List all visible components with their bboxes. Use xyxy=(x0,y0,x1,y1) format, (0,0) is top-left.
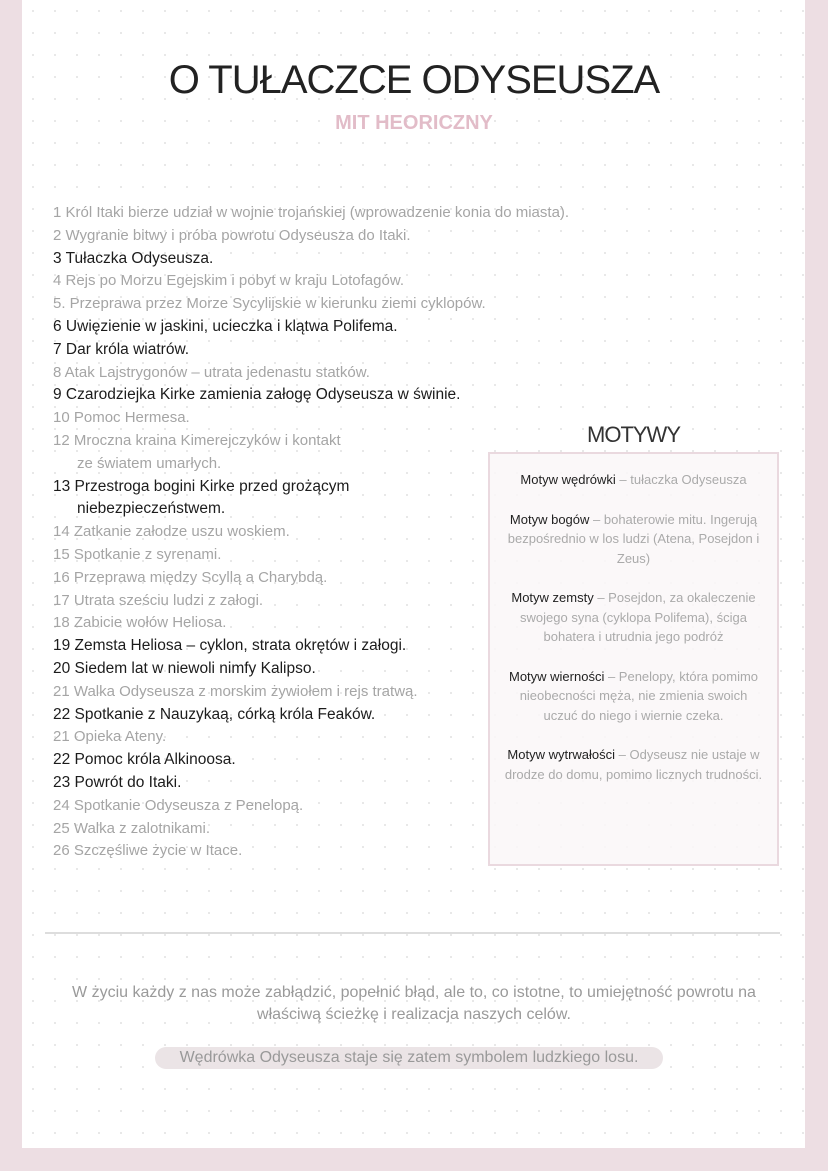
event-item xyxy=(53,362,653,385)
event-text: 2 Wygranie bitwy i próba powrotu Odyseusza do Itaki. xyxy=(53,226,411,244)
event-text: 15 Spotkanie z syrenami. xyxy=(53,545,222,563)
event-text: 24 Spotkanie Odyseusza z Penelopą. xyxy=(53,796,304,814)
page-title: O TUŁACZCE ODYSEUSZA xyxy=(168,58,660,102)
event-text: 9 Czarodziejka Kirke zamienia załogę Odyseusza w świnie. xyxy=(53,386,461,404)
motive-description: – tułaczka Odyseusza xyxy=(615,472,747,487)
motive-description: – bohaterowie mitu. Ingerują bezpośrednio w los ludzi (Atena, Posejdon i Zeus) xyxy=(507,511,760,566)
motive-item xyxy=(502,470,765,490)
motive-item xyxy=(502,588,765,647)
motive-name: Motyw wędrówki xyxy=(520,472,616,487)
event-item xyxy=(53,316,653,339)
event-text: 3 Tułaczka Odyseusza. xyxy=(53,249,214,267)
page-subtitle: MIT HEORICZNY xyxy=(335,112,493,134)
event-item xyxy=(53,384,653,407)
motive-description: – Posejdon, za okaleczenie swojego syna (cyklopa Polifema), ściga bohatera i utrudnia jego podróż xyxy=(520,590,756,644)
event-text: 20 Siedem lat w niewoli nimfy Kalipso. xyxy=(53,659,316,677)
event-text: 21 Opieka Ateny. xyxy=(53,728,167,746)
footer-highlight: Wędrówka Odyseusza staje się zatem symbolem ludzkiego losu. xyxy=(155,1047,663,1069)
event-text: 19 Zemsta Heliosa – cyklon, strata okrętów i załogi. xyxy=(53,637,407,655)
event-text: 4 Rejs po Morzu Egejskim i pobyt w kraju Lotofagów. xyxy=(53,272,404,290)
motive-item xyxy=(502,745,765,784)
event-text: 5. Przeprawa przez Morze Sycylijskie w kierunku ziemi cyklopów. xyxy=(53,295,486,313)
event-text: 6 Uwięzienie w jaskini, ucieczka i klątwa Polifema. xyxy=(53,317,398,335)
event-text: 22 Pomoc króla Alkinoosa. xyxy=(53,751,236,769)
motive-name: Motyw wierności xyxy=(508,668,605,684)
motive-name: Motyw bogów xyxy=(509,511,590,527)
motive-item xyxy=(502,510,765,569)
event-item xyxy=(53,270,653,293)
event-text: 12 Mroczna kraina Kimerejczyków i kontakt xyxy=(53,431,341,449)
event-item xyxy=(53,202,653,225)
event-item xyxy=(53,339,653,362)
divider xyxy=(45,932,780,934)
event-text: 7 Dar króla wiatrów. xyxy=(53,340,190,358)
event-item xyxy=(53,225,653,248)
event-item xyxy=(53,248,653,271)
motive-description: – Odyseusz nie ustaje w drodze do domu, pomimo licznych trudności. xyxy=(504,747,763,782)
motives-box xyxy=(488,452,779,866)
event-text-continued: ze światem umarłych. xyxy=(77,454,222,472)
event-text: 10 Pomoc Hermesa. xyxy=(53,409,190,427)
motive-description: – Penelopy, która pomimo nieobecności męża, nie zmienia swoich uczuć do niego i wiernie czeka. xyxy=(519,668,759,723)
event-text: 17 Utrata sześciu ludzi z załogi. xyxy=(53,591,264,609)
motive-name: Motyw zemsty xyxy=(511,590,594,605)
event-text: 16 Przeprawa między Scyllą a Charybdą. xyxy=(53,568,328,586)
footer-text: W życiu każdy z nas może zabłądzić, popełnić błąd, ale to, co istotne, to umiejętność powrotu na właściwą ścieżkę i realizacja naszych celów. xyxy=(72,984,756,1023)
event-text-continued: niebezpieczeństwem. xyxy=(77,500,226,518)
event-text: 14 Zatkanie załodze uszu woskiem. xyxy=(53,523,290,541)
event-text: 22 Spotkanie z Nauzykaą, córką króla Feaków. xyxy=(53,705,376,723)
event-text: 1 Król Itaki bierze udział w wojnie trojańskiej (wprowadzenie konia do miasta). xyxy=(53,204,570,221)
event-text: 8 Atak Lajstrygonów – utrata jedenastu statków. xyxy=(53,363,370,381)
event-item xyxy=(53,293,653,316)
event-text: 21 Walka Odyseusza z morskim żywiołem i rejs tratwą. xyxy=(53,682,418,700)
motives-title: MOTYWY xyxy=(587,422,680,447)
motive-name: Motyw wytrwałości xyxy=(507,747,616,762)
event-text: 13 Przestroga bogini Kirke przed grożącym xyxy=(53,477,350,495)
motive-item xyxy=(502,667,765,726)
event-text: 25 Walka z zalotnikami. xyxy=(53,819,211,837)
event-text: 26 Szczęśliwe życie w Itace. xyxy=(53,842,243,860)
event-text: 23 Powrót do Itaki. xyxy=(53,773,182,791)
event-text: 18 Zabicie wołów Heliosa. xyxy=(53,614,227,632)
